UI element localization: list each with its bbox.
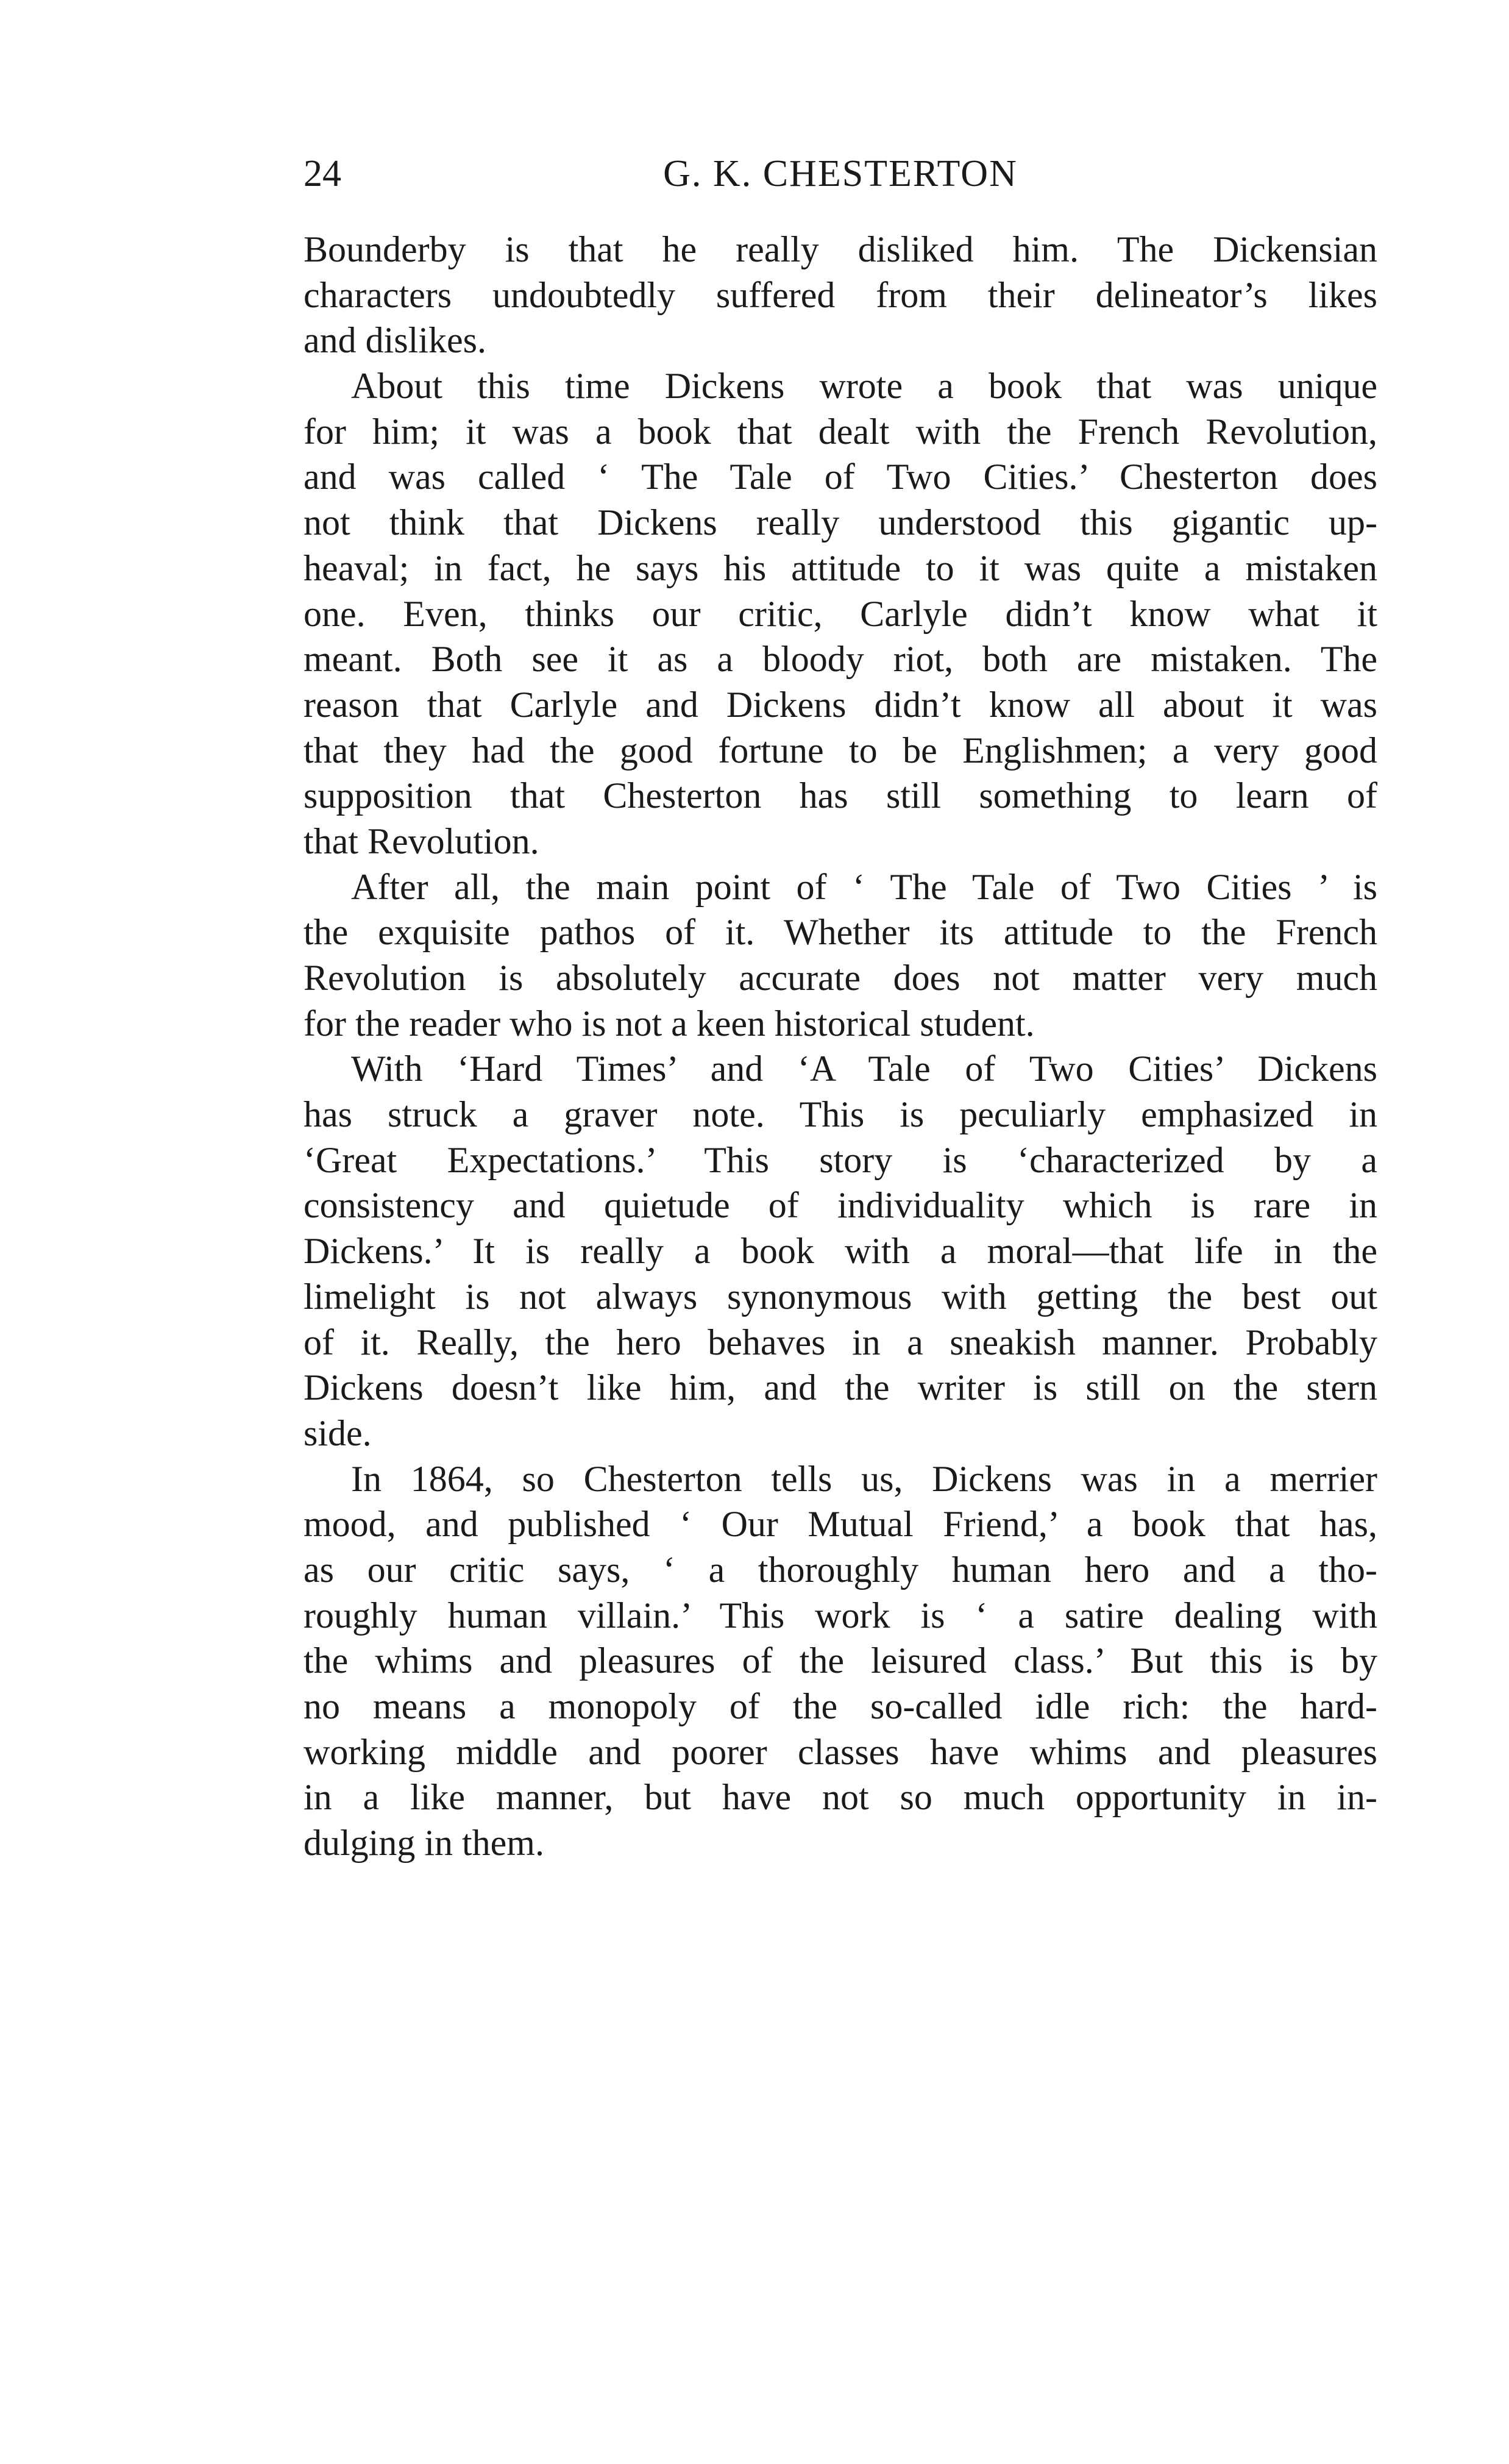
text-line: in a like manner, but have not so much opportunity in in- <box>304 1777 1377 1818</box>
text-line: reason that Carlyle and Dickens didn’t know all about it was <box>304 684 1377 725</box>
text-line: no means a monopoly of the so-called idle rich: the hard- <box>304 1686 1377 1726</box>
running-title: G. K. CHESTERTON <box>663 153 1018 194</box>
body-text <box>304 227 1377 1866</box>
text-line: that Revolution. <box>304 821 539 861</box>
text-line: In 1864, so Chesterton tells us, Dickens was in a merrier <box>351 1458 1377 1499</box>
text-line: not think that Dickens really understood this gigantic up- <box>304 502 1377 543</box>
text-line: With ‘Hard Times’ and ‘A Tale of Two Cities’ Dickens <box>351 1049 1377 1089</box>
text-line: ‘Great Expectations.’ This story is ‘characterized by a <box>304 1139 1377 1180</box>
text-line: dulging in them. <box>304 1823 544 1864</box>
text-line: supposition that Chesterton has still something to learn of <box>304 775 1377 816</box>
text-line: mood, and published ‘ Our Mutual Friend,’ a book that has, <box>304 1504 1377 1545</box>
text-line: After all, the main point of ‘ The Tale of Two Cities ’ is <box>351 866 1377 907</box>
page-number: 24 <box>304 153 341 194</box>
paragraph <box>304 1456 1377 1866</box>
text-line: has struck a graver note. This is peculiarly emphasized in <box>304 1094 1377 1135</box>
text-line: Revolution is absolutely accurate does not matter very much <box>304 958 1377 998</box>
text-line: one. Even, thinks our critic, Carlyle didn’t know what it <box>304 593 1377 634</box>
text-line: consistency and quietude of individuality which is rare in <box>304 1185 1377 1226</box>
text-line: the exquisite pathos of it. Whether its attitude to the French <box>304 912 1377 953</box>
text-line: limelight is not always synonymous with getting the best out <box>304 1276 1377 1317</box>
text-line: the whims and pleasures of the leisured class.’ But this is by <box>304 1640 1377 1681</box>
text-line: heaval; in fact, he says his attitude to it was quite a mistaken <box>304 547 1377 588</box>
text-line: and dislikes. <box>304 320 486 361</box>
text-line: working middle and poorer classes have whims and pleasures <box>304 1731 1377 1772</box>
text-line: as our critic says, ‘ a thoroughly human hero and a tho- <box>304 1549 1377 1590</box>
text-line: of it. Really, the hero behaves in a sneakish manner. Probably <box>304 1322 1377 1362</box>
text-line: for him; it was a book that dealt with the French Revolution, <box>304 411 1377 452</box>
paragraph <box>304 864 1377 1047</box>
text-line: for the reader who is not a keen historical student. <box>304 1003 1035 1044</box>
text-line: Bounderby is that he really disliked him. The Dickensian <box>304 229 1377 269</box>
text-line: that they had the good fortune to be Englishmen; a very good <box>304 730 1377 771</box>
paragraph <box>304 1046 1377 1456</box>
text-line: characters undoubtedly suffered from their delineator’s likes <box>304 274 1377 315</box>
text-line: and was called ‘ The Tale of Two Cities.’ Chesterton does <box>304 457 1377 497</box>
page-header <box>304 152 1377 201</box>
paragraph <box>304 227 1377 363</box>
paragraph <box>304 363 1377 864</box>
text-line: Dickens.’ It is really a book with a moral—that life in the <box>304 1231 1377 1272</box>
text-line: Dickens doesn’t like him, and the writer is still on the stern <box>304 1367 1377 1408</box>
text-line: meant. Both see it as a bloody riot, both are mistaken. The <box>304 639 1377 680</box>
text-line: About this time Dickens wrote a book that was unique <box>351 366 1377 407</box>
text-line: side. <box>304 1412 372 1453</box>
text-line: roughly human villain.’ This work is ‘ a satire dealing with <box>304 1595 1377 1636</box>
